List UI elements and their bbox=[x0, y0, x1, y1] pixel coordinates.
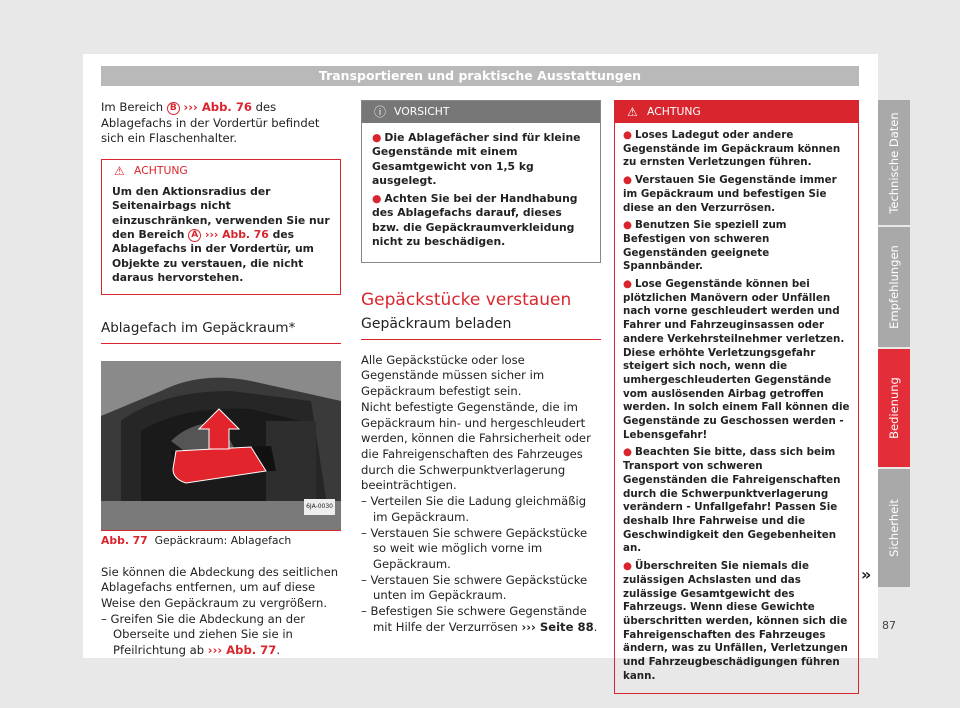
caution-box bbox=[361, 100, 601, 263]
figure-caption: Abb. 77 Gepäckraum: Ablagefach bbox=[101, 533, 292, 547]
tab-bedienung[interactable]: Bedienung bbox=[878, 349, 910, 467]
warning-text: Um den Aktionsradius der Seitenairbags nicht einzuschränken, verwenden Sie nur den Bereich A ››› Abb. 76 des Ablagefachs in der Vordertür, um Objekte zu verstauen, die nicht daraus hervorstehen. bbox=[112, 185, 330, 284]
body-paragraph: Sie können die Abdeckung des seitlichen Ablagefachs entfernen, um auf diese Weise den Gepäckraum zu vergrößern. bbox=[101, 564, 339, 610]
step-item: – Verstauen Sie schwere Gepäckstücke so weit wie möglich vorne im Gepäckraum. bbox=[361, 525, 588, 571]
step-item: – Verteilen Sie die Ladung gleichmäßig im Gepäckraum. bbox=[361, 494, 587, 524]
warning-box-cargo bbox=[614, 100, 859, 694]
section-title-ablagefach: Ablagefach im Gepäckraum* bbox=[101, 321, 341, 344]
warning-header: ⚠ ACHTUNG bbox=[102, 160, 340, 182]
step-item: – Verstauen Sie schwere Gepäckstücke unten im Gepäckraum. bbox=[361, 572, 588, 603]
warning-header: ⚠ ACHTUNG bbox=[615, 101, 858, 123]
warning-body bbox=[615, 123, 858, 693]
warning-item: ● Loses Ladegut oder andere Gegenstände im Gepäckraum können zu ernsten Verletzungen führen. bbox=[623, 129, 841, 169]
marker-a: A bbox=[188, 229, 201, 242]
paragraph-1: Alle Gepäckstücke oder lose Gegenstände müssen sicher im Gepäckraum befestigt sein. bbox=[361, 352, 545, 399]
caution-item: ● Achten Sie bei der Handhabung des Ablagefachs darauf, dieses bzw. die Gepäckraumverkleidung nicht zu beschädigen. bbox=[372, 192, 578, 249]
ref-link-abb76[interactable]: ››› Abb. 76 bbox=[183, 100, 252, 114]
intro-paragraph: Im Bereich B ››› Abb. 76 des Ablagefachs in der Vordertür befindet sich ein Flaschenhalter. bbox=[101, 100, 320, 146]
caution-header: ⓘ VORSICHT bbox=[362, 101, 600, 123]
warning-item: ● Lose Gegenstände können bei plötzlichen Manövern oder Unfällen nach vorne geschleudert werden und Fahrer und Fahrzeuginsassen oder andere Verkehrsteilnehmer verletzen. Diese erhöhte Verletzungsgefahr steigert sich noch, wenn die umhergeschleuderten Gegenstände vom auslösenden Airbag getroffen werden. In solch einem Fall können die Gegenstände zu Geschossen werden - Lebensgefahr! bbox=[623, 278, 850, 441]
paragraph-2: Nicht befestigte Gegenstände, die im Gepäckraum hin- und hergeschleudert werden, können die Fahrsicherheit oder die Fahreigenschaften des Fahrzeuges durch die Schwerpunktverlagerung beeinträchtigen. bbox=[361, 399, 591, 493]
tab-sicherheit[interactable]: Sicherheit bbox=[878, 469, 910, 587]
figure-trunk-compartment bbox=[101, 361, 341, 531]
warning-item: ● Benutzen Sie speziell zum Befestigen von schweren Gegenständen geeignete Spannbänder. bbox=[623, 219, 787, 273]
marker-b: B bbox=[167, 102, 180, 115]
figure-code: 6JA-0030 bbox=[304, 499, 335, 515]
page-number: 87 bbox=[882, 619, 896, 632]
subheading-gepaeckraum: Gepäckraum beladen bbox=[361, 317, 601, 340]
caution-body bbox=[362, 123, 600, 262]
heading-gepaeckstuecke: Gepäckstücke verstauen bbox=[361, 290, 572, 311]
continue-arrow-icon: » bbox=[861, 565, 872, 584]
caution-item: ● Die Ablagefächer sind für kleine Gegenstände mit einem Gesamtgewicht von 1,5 kg ausgelegt. bbox=[372, 131, 581, 187]
info-icon: ⓘ bbox=[374, 105, 387, 119]
column-2 bbox=[361, 100, 601, 635]
tab-technische-daten[interactable]: Technische Daten bbox=[878, 100, 910, 225]
column-3 bbox=[614, 100, 859, 694]
warning-triangle-icon: ⚠ bbox=[627, 105, 638, 119]
column-1 bbox=[101, 100, 341, 659]
warning-item: ● Beachten Sie bitte, dass sich beim Transport von schweren Gegenständen die Fahreigenschaften durch die Schwerpunktverlagerung verändern - Unfallgefahr! Passen Sie deshalb Ihre Fahrweise und die Geschwindigkeit den Gegebenheiten an. bbox=[623, 446, 841, 555]
step-item: – Befestigen Sie schwere Gegenstände mit Hilfe der Verzurrösen ››› Seite 88. bbox=[361, 604, 598, 634]
ref-link-seite88[interactable]: ››› Seite 88 bbox=[521, 619, 594, 634]
warning-triangle-icon: ⚠ bbox=[114, 164, 125, 179]
step-item: – Greifen Sie die Abdeckung an der Oberseite und ziehen Sie sie in Pfeilrichtung ab ››› Abb. 77. bbox=[101, 611, 306, 658]
ref-link-abb77[interactable]: ››› Abb. 77 bbox=[207, 643, 277, 658]
warning-item: ● Verstauen Sie Gegenstände immer im Gepäckraum und befestigen Sie diese an den Verzurrösen. bbox=[623, 174, 837, 214]
warning-box-airbag bbox=[101, 159, 341, 295]
warning-item: ● Überschreiten Sie niemals die zulässigen Achslasten und das zulässige Gesamtgewicht des Fahrzeugs. Wenn diese Gewichte überschritten werden, können sich die Fahreigenschaften des Fahrzeuges ändern, was zu Unfällen, Verletzungen und Fahrzeugbeschädigungen führen kann. bbox=[623, 560, 848, 682]
ref-link-abb76-warning[interactable]: ››› Abb. 76 bbox=[205, 228, 269, 241]
tab-empfehlungen[interactable]: Empfehlungen bbox=[878, 227, 910, 347]
page-header: Transportieren und praktische Ausstattungen bbox=[101, 66, 859, 86]
